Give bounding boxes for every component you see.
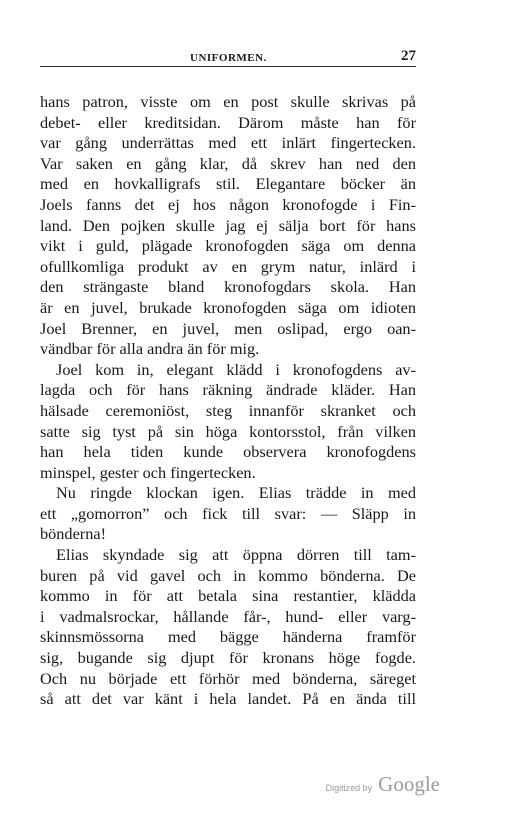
text-line: minspel, gester och fingertecken. <box>40 462 256 482</box>
running-title: UNIFORMEN. <box>190 52 267 64</box>
text-line: vikt i guld, plägade kronofogden säga om denna <box>40 236 416 256</box>
text-line: han hela tiden kunde observera kronofogdens <box>40 442 416 462</box>
text-line: hans patron, visste om en post skulle skrivas på <box>40 92 416 111</box>
text-line: Och nu började ett förhör med bönderna, säreget <box>40 668 416 688</box>
watermark-prefix: Digitized by <box>325 783 373 793</box>
text-line: debet- eller kreditsidan. Därom måste han för <box>40 112 416 132</box>
digitized-watermark <box>326 772 440 797</box>
text-line: Joel Brenner, en juvel, men oslipad, ergo oan- <box>40 318 416 338</box>
text-line: hälsade ceremoniöst, steg innanför skranket och <box>40 400 416 420</box>
text-line: bönderna! <box>40 524 106 544</box>
text-line: satte sig tyst på sin höga kontorsstol, från vilken <box>40 421 416 441</box>
header-rule <box>40 66 416 67</box>
text-line: vändbar för alla andra än för mig. <box>40 339 260 359</box>
text-line: Joel kom in, elegant klädd i kronofogdens av- <box>56 359 416 379</box>
text-line: land. Den pojken skulle jag ej sälja bort för hans <box>40 215 416 235</box>
text-line: Var saken en gång klar, då skrev han ned den <box>40 153 416 173</box>
text-line: är en juvel, brukade kronofogden säga om idioten <box>40 297 416 317</box>
text-line: med en hovkalligrafs stil. Elegantare böcker än <box>40 174 416 194</box>
text-line: buren på vid gavel och in kommo bönderna. De <box>40 565 416 585</box>
google-logo: Google <box>378 772 440 796</box>
text-line: ofullkomliga produkt av en grym natur, inlärd i <box>40 256 416 276</box>
text-line: i vadmalsrockar, hållande får-, hund- eller varg- <box>40 606 416 626</box>
page-number: 27 <box>401 48 416 64</box>
text-line: den strängaste bland kronofogdars skola. Han <box>40 277 416 297</box>
body-text <box>40 92 416 710</box>
text-line: kommo in för att betala sina restantier, klädda <box>40 586 416 606</box>
text-line: lagda och för hans räkning ändrade kläder. Han <box>40 380 416 400</box>
text-line: Elias skyndade sig att öppna dörren till tam- <box>56 545 416 565</box>
text-line: så att det var känt i hela landet. På en ända till <box>40 689 416 709</box>
text-line: var gång underrättas med ett inlärt fingertecken. <box>40 133 416 153</box>
text-line: ett „gomorron” och fick till svar: — Släpp in <box>40 503 416 523</box>
text-line: sig, bugande sig djupt för kronans höge fogde. <box>40 648 416 668</box>
text-line: skinnsmössorna med bägge händerna framför <box>40 627 416 647</box>
text-line: Joels fanns det ej hos någon kronofogde i Fin- <box>40 194 416 214</box>
text-line: Nu ringde klockan igen. Elias trädde in med <box>56 483 416 503</box>
page-header <box>40 48 416 68</box>
